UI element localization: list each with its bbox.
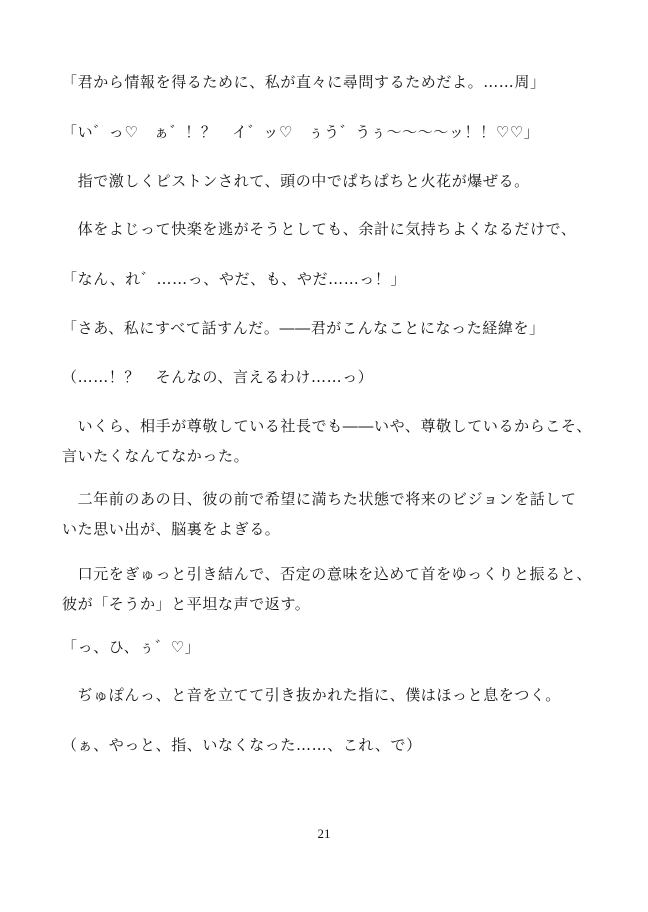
paragraph-9: 二年前のあの日、彼の前で希望に満ちた状態で将来のビジョンを話していた思い出が、脳裏をよぎる。 [62,490,577,538]
paragraph-1: 「君から情報を得るために、私が直々に尋問するためだよ。……周」 [62,73,546,91]
paragraph-7: （……！？ そんなの、言えるわけ……っ） [62,368,374,386]
paragraph-5: 「なん、れ゛……っ、やだ、も、やだ……っ！」 [62,270,407,288]
paragraph-8: いくら、相手が尊敬している社長でも――いや、尊敬しているからこそ、言いたくなんてなかった。 [62,417,592,465]
paragraph-4: 体をよじって快楽を逃がそうとしても、余計に気持ちよくなるだけで、 [62,220,577,238]
paragraph-13: （ぁ、やっと、指、いなくなった……、これ、で） [62,736,422,754]
paragraph-10: 口元をぎゅっと引き結んで、否定の意味を込めて首をゆっくりと振ると、彼が「そうか」と平坦な声で返す。 [62,565,592,613]
paragraph-11: 「っ、ひ、ぅ゛♡」 [62,638,201,656]
paragraph-6: 「さあ、私にすべて話すんだ。――君がこんなことになった経緯を」 [62,319,545,337]
paragraph-12: ぢゅぽんっ、と音を立てて引き抜かれた指に、僕はほっと息をつく。 [62,686,561,704]
page-number: 21 [317,826,331,841]
paragraph-2: 「い゛っ♡ ぁ゛！？ イ゛ッ♡ ぅう゛うぅ〜〜〜〜ッ！！♡♡」 [62,123,540,141]
paragraph-3: 指で激しくピストンされて、頭の中でぱちぱちと火花が爆ぜる。 [62,172,530,190]
